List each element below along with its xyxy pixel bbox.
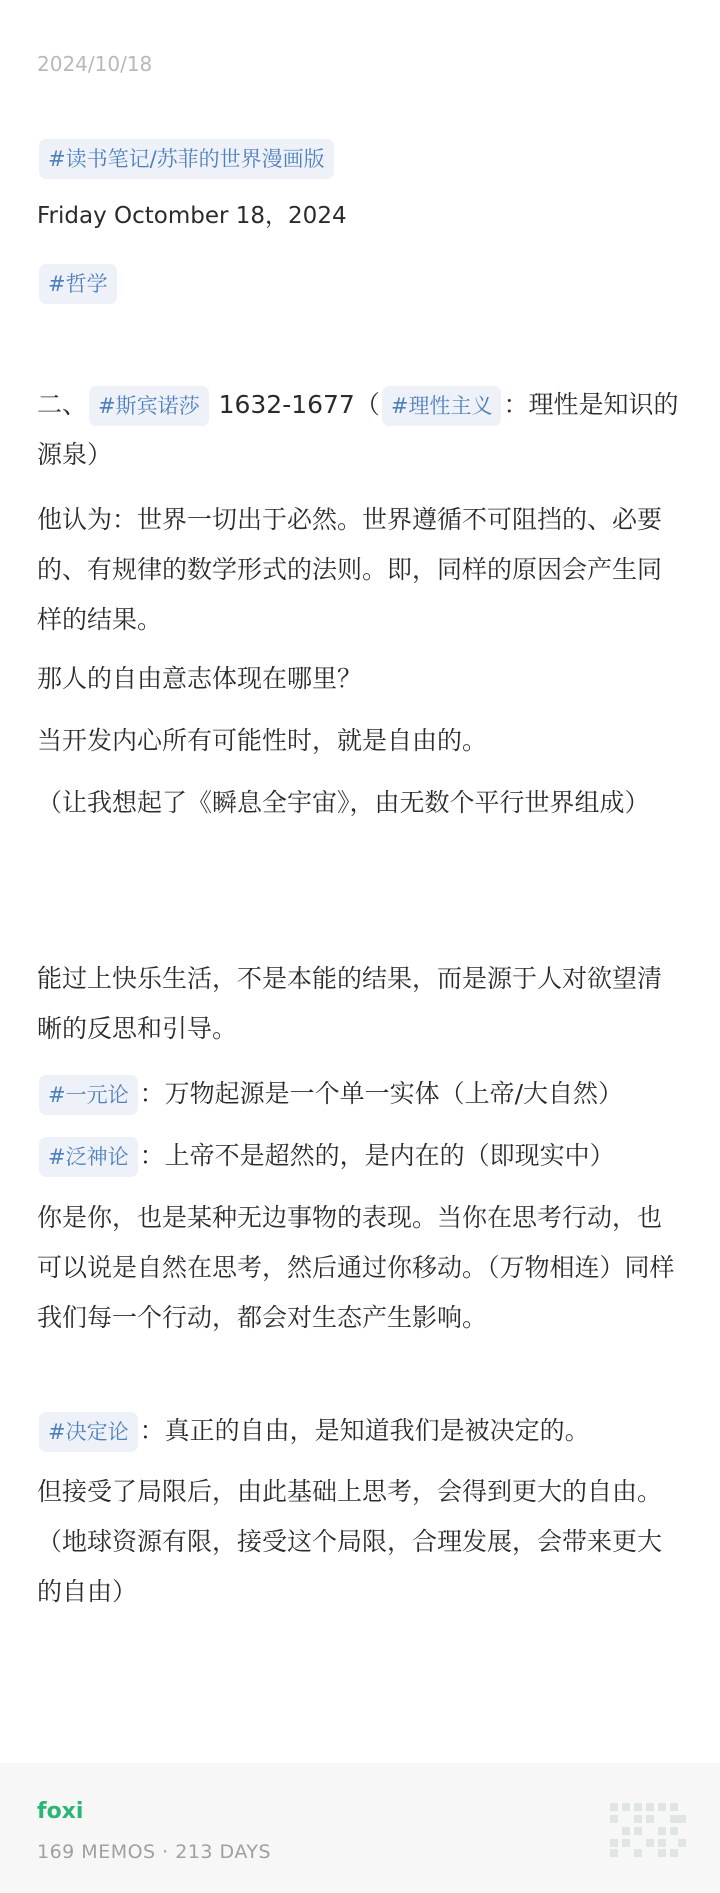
- tag-row-book: [37, 133, 685, 183]
- tag-spinoza[interactable]: #斯宾诺莎: [89, 386, 209, 426]
- brand-name: foxi: [37, 1799, 84, 1824]
- paragraph-determinism: [37, 1406, 685, 1456]
- p7-text: ：万物起源是一个单一实体（上帝/大自然）: [139, 1079, 624, 1108]
- tag-monism[interactable]: #一元论: [39, 1075, 138, 1115]
- p1-years: 1632-1677（: [210, 390, 380, 419]
- tag-row-philosophy: [37, 258, 685, 308]
- paragraph-movie-note: （让我想起了《瞬息全宇宙》，由无数个平行世界组成）: [37, 788, 650, 817]
- p8-text: ：上帝不是超然的，是内在的（即现实中）: [139, 1141, 615, 1170]
- memo-stats: 169 MEMOS · 213 DAYS: [37, 1841, 272, 1863]
- p10-text: ：真正的自由，是知道我们是被决定的。: [139, 1416, 590, 1445]
- paragraph-happy-life: 能过上快乐生活，不是本能的结果，而是源于人对欲望清晰的反思和引导。: [37, 964, 663, 1043]
- paragraph-pantheism: [37, 1131, 685, 1181]
- tag-philosophy[interactable]: #哲学: [39, 264, 117, 304]
- qr-code-icon: [610, 1803, 686, 1857]
- tag-book-notes[interactable]: #读书笔记/苏菲的世界漫画版: [39, 139, 334, 179]
- paragraph-limits: 但接受了局限后，由此基础上思考，会得到更大的自由。（地球资源有限，接受这个局限，合理发展，会带来更大的自由）: [37, 1477, 663, 1606]
- tag-pantheism[interactable]: #泛神论: [39, 1137, 138, 1177]
- footer: [0, 1763, 720, 1893]
- p1-prefix: 二、: [37, 390, 88, 419]
- paragraph-necessity: 他认为：世界一切出于必然。世界遵循不可阻挡的、必要的、有规律的数学形式的法则。即，同样的原因会产生同样的结果。: [37, 505, 663, 634]
- date-line: Friday Octomber 18，2024: [37, 203, 347, 229]
- paragraph-monism: [37, 1069, 685, 1119]
- tag-determinism[interactable]: #决定论: [39, 1412, 138, 1452]
- paragraph-free-will-question: 那人的自由意志体现在哪里？: [37, 664, 363, 693]
- memo-date: 2024/10/18: [37, 52, 153, 76]
- p1-suffix: ：理性是知识的源泉）: [37, 390, 679, 469]
- paragraph-spinoza: [37, 380, 685, 480]
- paragraph-freedom: 当开发内心所有可能性时，就是自由的。: [37, 726, 488, 755]
- tag-rationalism[interactable]: #理性主义: [382, 386, 502, 426]
- paragraph-nature: 你是你，也是某种无边事物的表现。当你在思考行动，也可以说是自然在思考，然后通过你移动。（万物相连）同样我们每一个行动，都会对生态产生影响。: [37, 1203, 675, 1332]
